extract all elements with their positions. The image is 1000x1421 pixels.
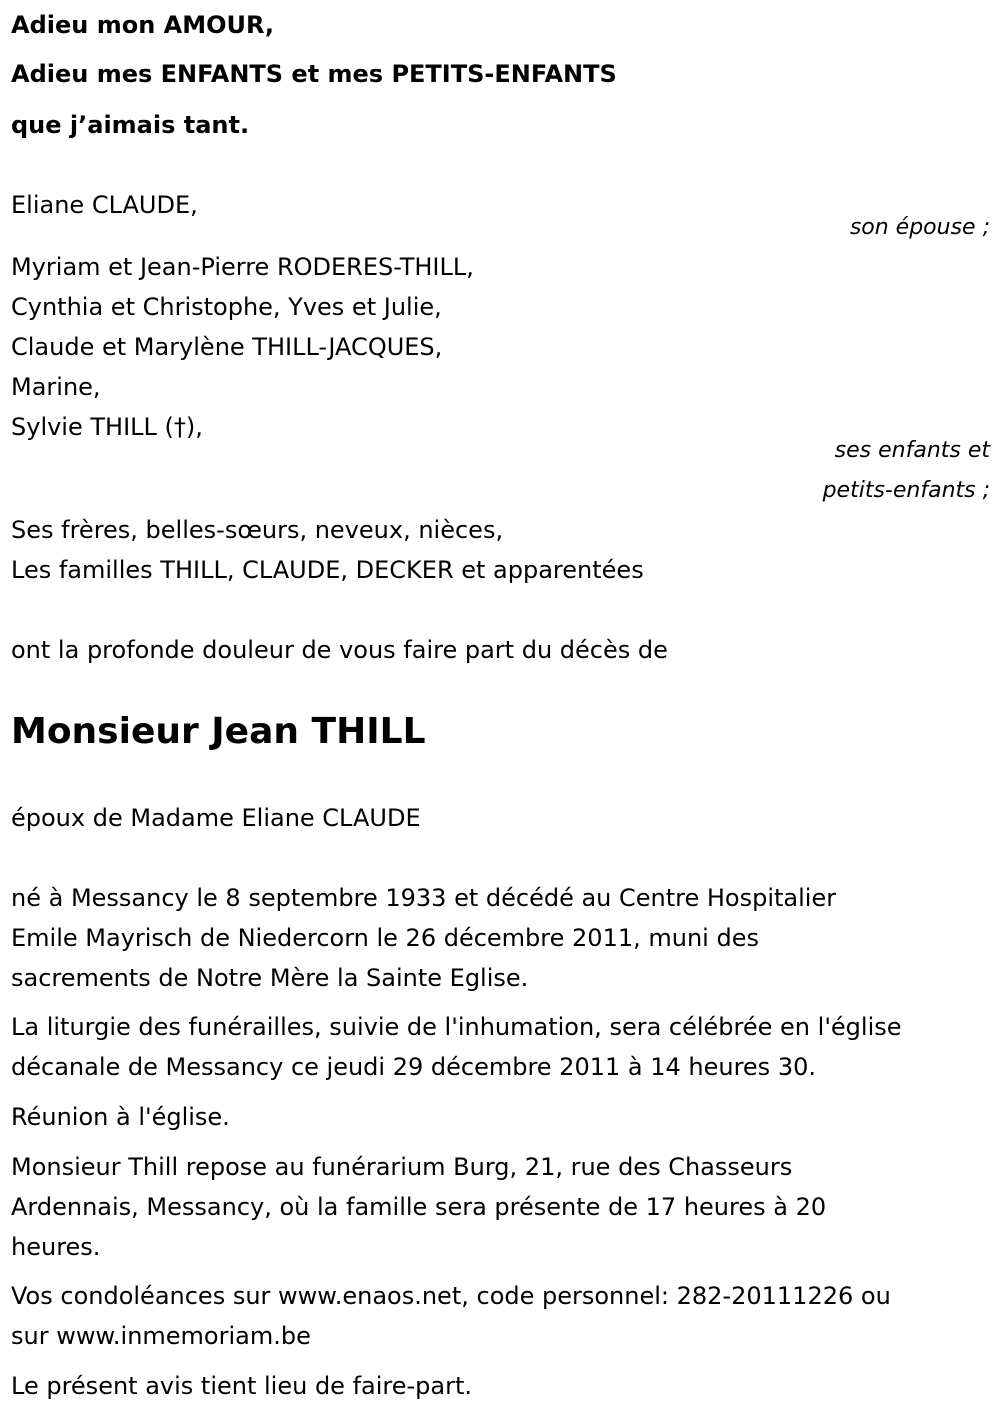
child-entry: Marine, bbox=[11, 373, 101, 401]
child-entry: Cynthia et Christophe, Yves et Julie, bbox=[11, 293, 442, 321]
reunion-text: Réunion à l'église. bbox=[11, 1103, 230, 1131]
rest-line: Ardennais, Messancy, où la famille sera présente de 17 heures à 20 bbox=[11, 1193, 827, 1221]
announcement-text: ont la profonde douleur de vous faire part du décès de bbox=[11, 636, 668, 664]
child-entry: Sylvie THILL (†), bbox=[11, 413, 203, 441]
condolences-line: Vos condoléances sur www.enaos.net, code personnel: 282-20111226 ou bbox=[11, 1282, 891, 1310]
deceased-name: Monsieur Jean THILL bbox=[11, 711, 426, 752]
farewell-line-love: Adieu mon AMOUR, bbox=[11, 11, 275, 39]
spouse-of-text: époux de Madame Eliane CLAUDE bbox=[11, 804, 421, 832]
farewell-line-loved: que j’aimais tant. bbox=[11, 111, 250, 139]
spouse-name: Eliane CLAUDE, bbox=[11, 191, 198, 219]
relatives-line2: Les familles THILL, CLAUDE, DECKER et apparentées bbox=[11, 556, 644, 584]
closing-text: Le présent avis tient lieu de faire-part. bbox=[11, 1372, 473, 1400]
liturgy-line: La liturgie des funérailles, suivie de l'inhumation, sera célébrée en l'église bbox=[11, 1013, 902, 1041]
birth-death-line: sacrements de Notre Mère la Sainte Eglise. bbox=[11, 964, 529, 992]
farewell-line-children: Adieu mes ENFANTS et mes PETITS-ENFANTS bbox=[11, 60, 617, 88]
relatives-line1: Ses frères, belles-sœurs, neveux, nièces, bbox=[11, 516, 504, 544]
condolences-line: sur www.inmemoriam.be bbox=[11, 1322, 311, 1350]
children-role-line1: ses enfants et bbox=[834, 438, 990, 463]
children-role-line2: petits-enfants ; bbox=[822, 478, 990, 503]
child-entry: Claude et Marylène THILL-JACQUES, bbox=[11, 333, 443, 361]
spouse-role: son épouse ; bbox=[849, 215, 990, 240]
birth-death-line: Emile Mayrisch de Niedercorn le 26 décembre 2011, muni des bbox=[11, 924, 759, 952]
rest-line: heures. bbox=[11, 1233, 101, 1261]
liturgy-line: décanale de Messancy ce jeudi 29 décembre 2011 à 14 heures 30. bbox=[11, 1053, 816, 1081]
child-entry: Myriam et Jean-Pierre RODERES-THILL, bbox=[11, 253, 474, 281]
birth-death-line: né à Messancy le 8 septembre 1933 et décédé au Centre Hospitalier bbox=[11, 884, 837, 912]
rest-line: Monsieur Thill repose au funérarium Burg, 21, rue des Chasseurs bbox=[11, 1153, 793, 1181]
